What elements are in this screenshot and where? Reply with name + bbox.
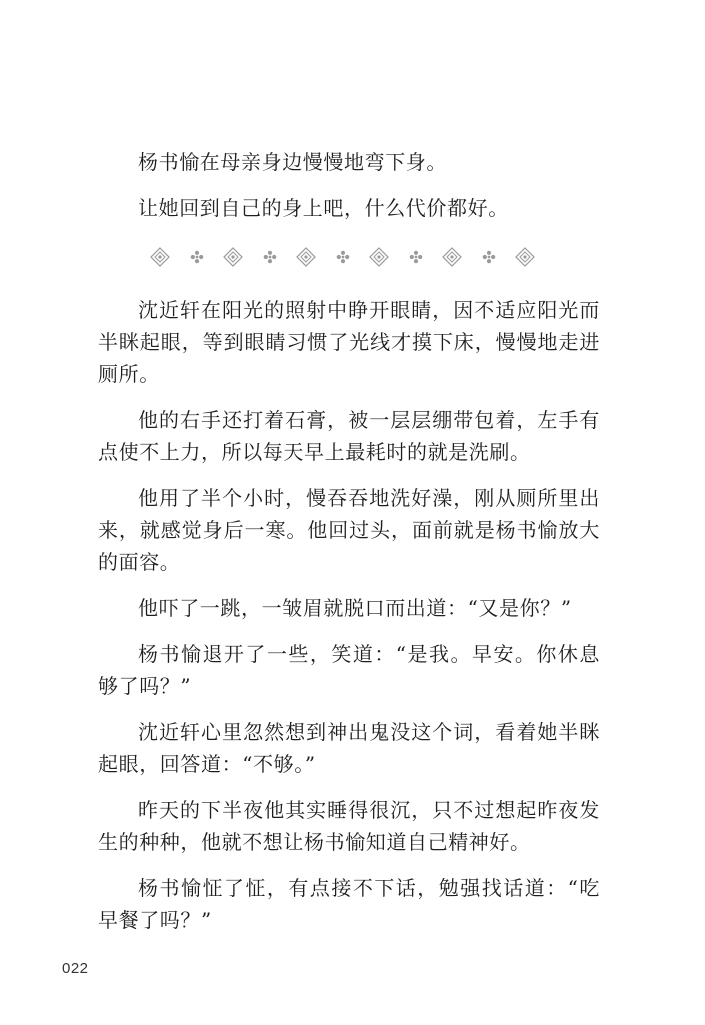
flower-ornament-icon <box>263 250 277 264</box>
paragraph: 沈近轩在阳光的照射中睁开眼睛，因不适应阳光而半眯起眼，等到眼睛习惯了光线才摸下床，慢慢地走进厕所。 <box>98 298 600 386</box>
paragraph: 杨书愉在母亲身边慢慢地弯下身。 <box>138 150 447 174</box>
paragraph: 他的右手还打着石膏，被一层层绷带包着，左手有点使不上力，所以每天早上最耗时的就是洗刷。 <box>98 408 600 464</box>
paragraph: 杨书愉退开了一些，笑道：“是我。早安。你休息够了吗？” <box>98 642 600 698</box>
paragraph: 他用了半个小时，慢吞吞地洗好澡，刚从厕所里出来，就感觉身后一寒。他回过头，面前就是杨书愉放大的面容。 <box>98 486 600 574</box>
diamond-ornament-icon <box>223 247 243 267</box>
paragraph: 让她回到自己的身上吧，什么代价都好。 <box>138 196 509 220</box>
diamond-ornament-icon <box>296 247 316 267</box>
diamond-ornament-icon <box>369 247 389 267</box>
diamond-ornament-icon <box>515 247 535 267</box>
flower-ornament-icon <box>336 250 350 264</box>
paragraph: 昨天的下半夜他其实睡得很沉，只不过想起昨夜发生的种种，他就不想让杨书愉知道自己精神好。 <box>98 798 600 854</box>
flower-ornament-icon <box>409 250 423 264</box>
paragraph: 杨书愉怔了怔，有点接不下话，勉强找话道：“吃早餐了吗？” <box>98 876 600 932</box>
diamond-ornament-icon <box>442 247 462 267</box>
diamond-ornament-icon <box>150 247 170 267</box>
paragraph: 他吓了一跳，一皱眉就脱口而出道：“又是你？” <box>138 596 572 620</box>
paragraph: 沈近轩心里忽然想到神出鬼没这个词，看着她半眯起眼，回答道：“不够。” <box>98 720 600 776</box>
flower-ornament-icon <box>190 250 204 264</box>
section-divider <box>150 246 535 268</box>
flower-ornament-icon <box>482 250 496 264</box>
text-section-2 <box>98 294 600 950</box>
text-section-1 <box>98 146 600 238</box>
page-number: 022 <box>62 960 89 977</box>
